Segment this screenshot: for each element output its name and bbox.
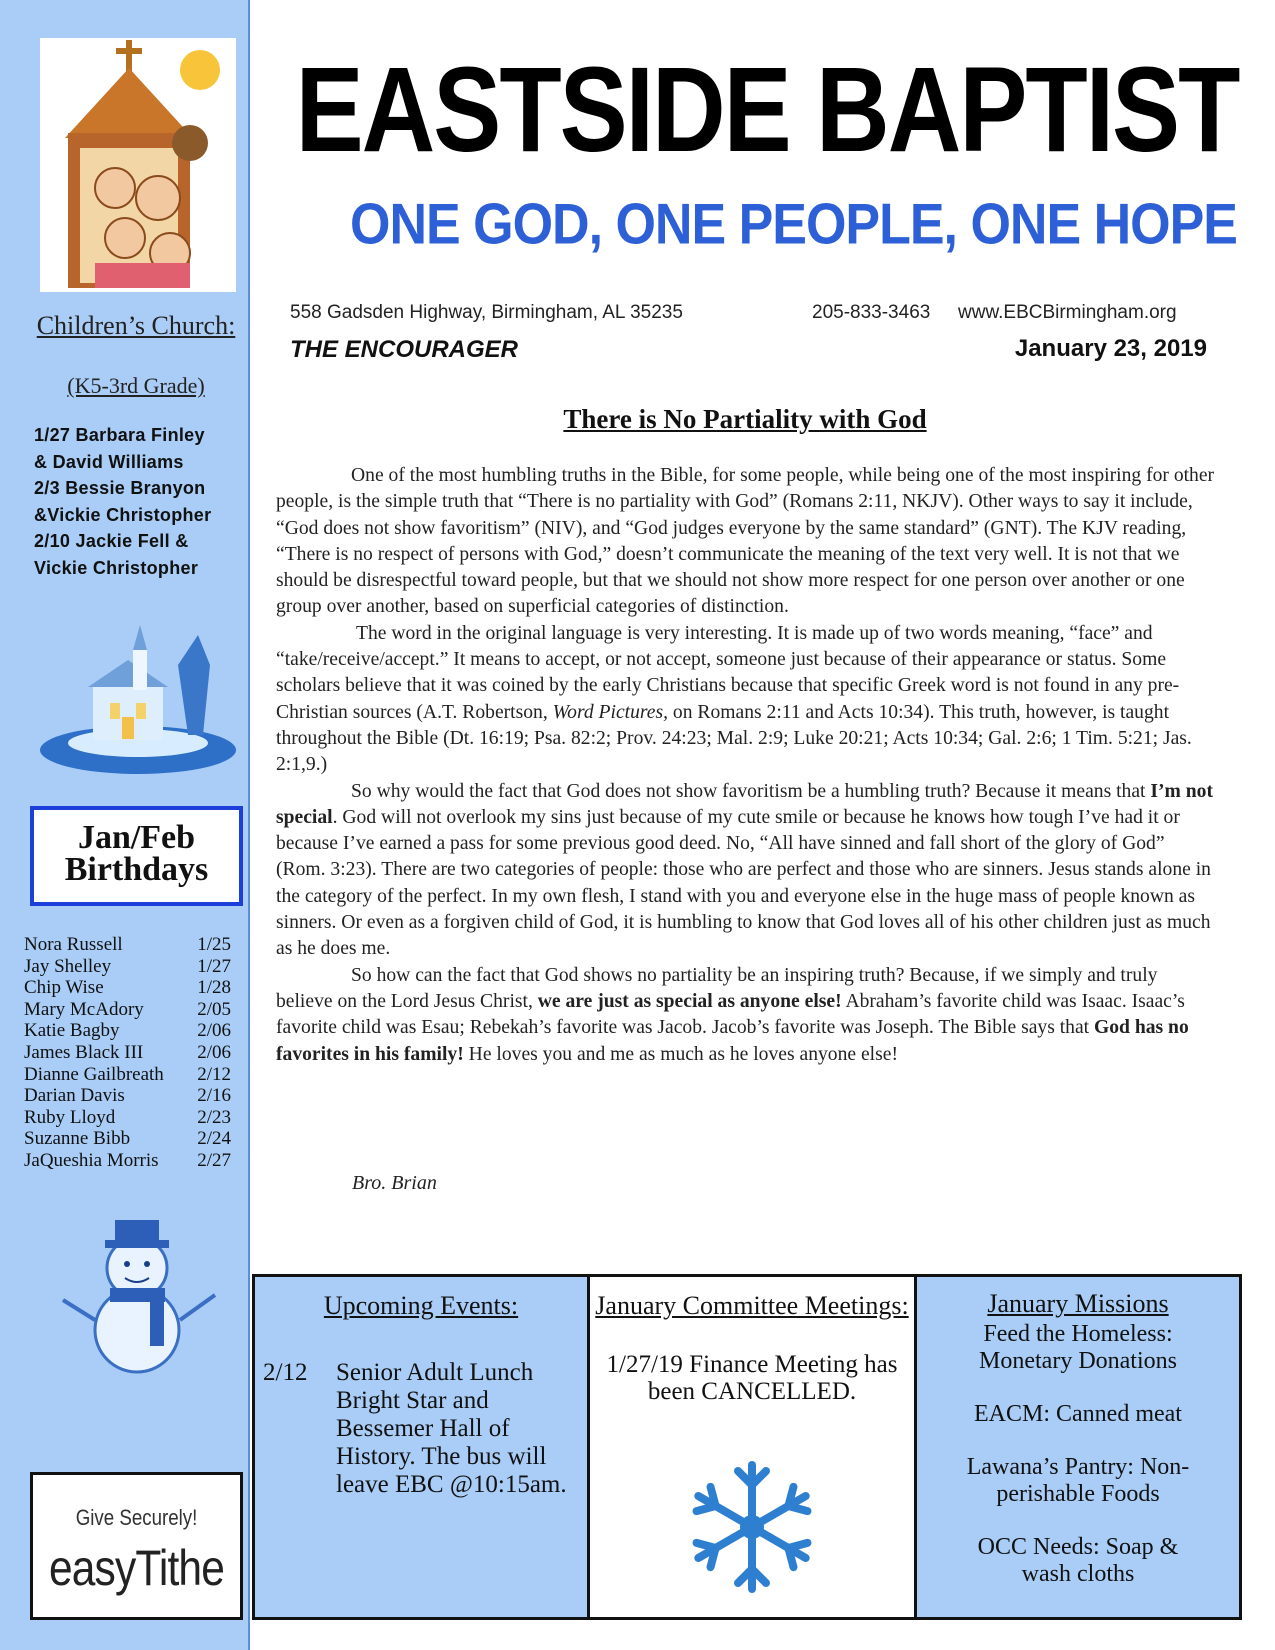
birthday-date: 1/25 (197, 934, 231, 955)
winter-chapel-illustration (38, 625, 238, 775)
birthday-row (24, 1085, 239, 1107)
article-paragraph: So how can the fact that God shows no partiality be an inspiring truth? Because, if we simply and truly believe on the Lord Jesus Christ, we are just as special as anyone else! Abraham’s favorite child was Isaac. Isaac’s favorite child was Esau; Rebekah’s favorite was Jacob. Jacob’s favorite was Joseph. The Bible says that God has no favorites in his family! He loves you and me as much as he loves anyone else! (276, 964, 1189, 1065)
birthday-name: Chip Wise (24, 977, 104, 999)
church-website-link[interactable]: www.EBCBirmingham.org (958, 302, 1177, 323)
birthday-date: 2/16 (197, 1085, 231, 1107)
article-paragraph: The word in the original language is very interesting. It is made up of two words meaning, “face” and “take/receive/accept.” It means to accept, or not accept, someone just because of their appearance or status. Some scholars believe that it was coined by the early Christians because that specific Greek word is not found in any pre-Christian sources (A.T. Robertson, Word Pictures, on Romans 2:11 and Acts 10:34). This truth, however, is taught throughout the Bible (Dt. 16:19; Psa. 82:2; Prov. 24:23; Mal. 2:9; Luke 20:21; Acts 10:34; Gal. 2:6; 1 Tim. 5:21; Jas. 2:1,9.) (276, 622, 1192, 776)
schedule-line: Vickie Christopher (34, 557, 199, 578)
childrens-church-schedule (34, 422, 249, 581)
masthead-title: EASTSIDE BAPTIST (295, 42, 1239, 178)
church-address: 558 Gadsden Highway, Birmingham, AL 35235 (290, 302, 683, 323)
birthday-date: 2/05 (197, 998, 231, 1020)
birthday-name: Darian Davis (24, 1085, 125, 1107)
birthday-list (24, 934, 239, 1172)
birthday-date: 2/23 (197, 1106, 231, 1128)
article-paragraph: One of the most humbling truths in the Bible, for some people, while being one of the most inspiring for other people, is the simple truth that “There is no partiality with God” (Romans 2:11, NKJV). Other ways to say it include, “God does not show favoritism” (NIV), and “God judges everyone by the same standard” (GNT). The KJV reading, “There is no respect of persons with God,” doesn’t communicate the meaning of the text very well. It is not that we should be disrespectful toward people, but that we should not show more respect for one person over another or one group over another, based on superficial categories of distinction. (276, 465, 1215, 618)
birthday-date: 2/06 (197, 1041, 231, 1063)
birthday-row (24, 1107, 239, 1129)
birthday-row (24, 934, 239, 956)
birthday-name: Suzanne Bibb (24, 1128, 131, 1150)
schedule-line: 1/27 Barbara Finley (34, 425, 205, 445)
committee-meetings-box (590, 1277, 917, 1617)
missions-title: January Missions (987, 1289, 1169, 1318)
article-title: There is No Partiality with God (563, 404, 927, 434)
birthday-row (24, 1128, 239, 1150)
mission-item: Lawana’s Pantry: Non-perishable Foods (966, 1454, 1190, 1507)
birthday-row (24, 999, 239, 1021)
committee-meetings-title: January Committee Meetings: (595, 1291, 909, 1320)
newsletter-name: THE ENCOURAGER (290, 336, 519, 363)
snowman-illustration (55, 1200, 220, 1380)
mission-item: Feed the Homeless: Monetary Donations (979, 1321, 1177, 1374)
birthday-date: 2/12 (197, 1063, 231, 1085)
birthday-row (24, 1150, 239, 1172)
mission-item: OCC Needs: Soap & wash cloths (977, 1534, 1179, 1587)
birthday-name: Mary McAdory (24, 998, 144, 1020)
event-description: Senior Adult Lunch Bright Star and Bessemer Hall of History. The bus will leave EBC @10:15am. (336, 1359, 567, 1498)
birthday-date: 1/27 (197, 955, 231, 977)
article-signature: Bro. Brian (352, 1172, 437, 1194)
birthday-row (24, 956, 239, 978)
upcoming-events-box (255, 1277, 590, 1617)
tagline: ONE GOD, ONE PEOPLE, ONE HOPE (350, 193, 1237, 257)
give-securely-text: Give Securely! (75, 1505, 198, 1530)
birthday-name: JaQueshia Morris (24, 1149, 159, 1171)
birthday-date: 2/24 (197, 1128, 231, 1150)
article-body (276, 463, 1216, 1068)
event-item (263, 1359, 587, 1499)
info-boxes (252, 1274, 1242, 1620)
birthday-date: 2/27 (197, 1149, 231, 1171)
birthday-name: Katie Bagby (24, 1020, 120, 1042)
birthday-row (24, 1064, 239, 1086)
birthday-name: Jay Shelley (24, 955, 112, 977)
birthday-name: Ruby Lloyd (24, 1106, 116, 1128)
birthday-date: 2/06 (197, 1020, 231, 1042)
birthday-date: 1/28 (197, 977, 231, 999)
birthdays-heading-line1: Jan/Feb (77, 819, 196, 856)
missions-box (917, 1277, 1239, 1617)
birthday-row (24, 1042, 239, 1064)
article-paragraph: So why would the fact that God does not show favoritism be a humbling truth? Because it means that I’m not special. God will not overlook my sins just because of my cute smile or because he knows how tough I’ve had it or because I’ve earned a pass for some previous good deed. No, “All have sinned and fall short of the glory of God” (Rom. 3:23). There are two categories of people: those who are perfect and those who are sinners. Jesus stands alone in the category of the perfect. In my own flesh, I stand with you and everyone else in the huge mass of people known as sinners. Or even as a forgiven child of God, it is humbling to know that God loves all of his other children just as much as he does me. (276, 780, 1213, 960)
mission-item: EACM: Canned meat (974, 1401, 1182, 1427)
issue-date: January 23, 2019 (1014, 335, 1207, 362)
schedule-line: &Vickie Christopher (34, 504, 212, 525)
easytithe-give-button[interactable] (30, 1472, 243, 1620)
schedule-line: 2/10 Jackie Fell & (34, 531, 189, 551)
birthday-row (24, 977, 239, 999)
snowflake-icon (682, 1457, 822, 1597)
birthdays-heading-line2: Birthdays (64, 851, 209, 888)
easytithe-logo: easyTithe (48, 1540, 225, 1596)
birthdays-heading-box (30, 806, 243, 906)
schedule-line: & David Williams (34, 451, 184, 472)
event-date: 2/12 (263, 1359, 308, 1386)
childrens-church-subtitle: (K5-3rd Grade) (67, 373, 205, 398)
church-children-illustration (40, 38, 236, 292)
schedule-line: 2/3 Bessie Branyon (34, 478, 206, 498)
birthday-name: Dianne Gailbreath (24, 1063, 164, 1085)
birthday-name: James Black III (24, 1041, 144, 1063)
upcoming-events-title: Upcoming Events: (323, 1291, 519, 1320)
church-phone: 205-833-3463 (812, 302, 931, 323)
birthday-name: Nora Russell (24, 934, 123, 955)
birthday-row (24, 1020, 239, 1042)
committee-meeting-note: 1/27/19 Finance Meeting has been CANCELLED. (606, 1351, 898, 1405)
childrens-church-title: Children’s Church: (36, 311, 236, 340)
sidebar (0, 0, 250, 1650)
